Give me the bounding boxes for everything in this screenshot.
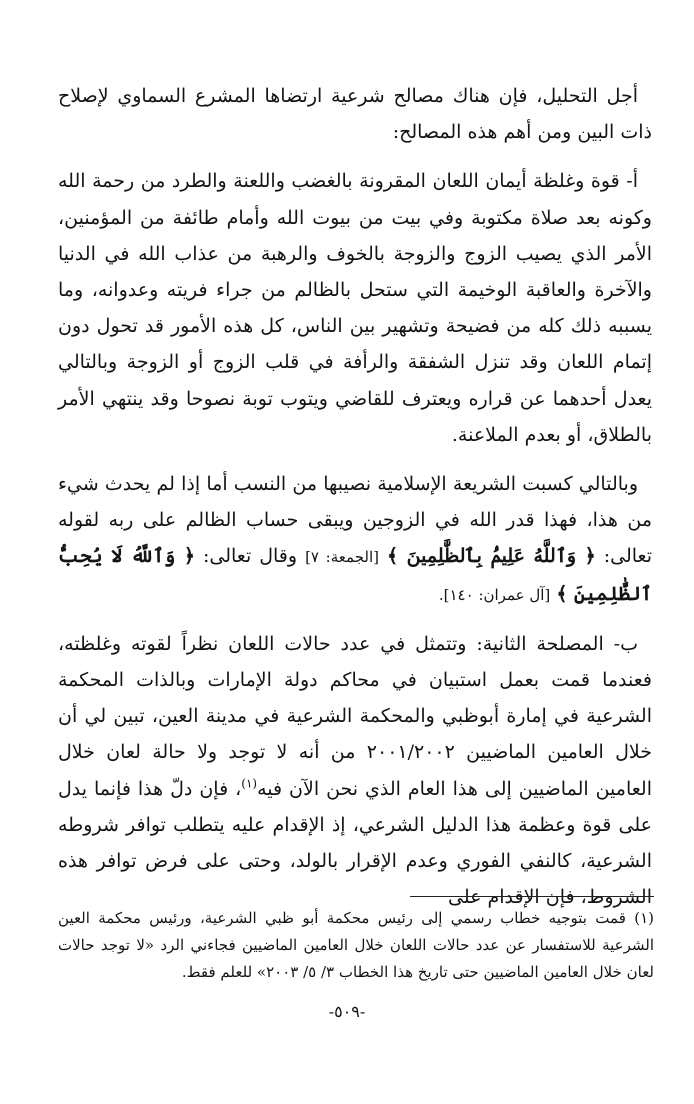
paragraph-interest-a: أ- قوة وغلظة أيمان اللعان المقرونة بالغضب واللعنة والطرد من رحمة الله وكونه بعد صلاة مكتوبة وفي بيت من بيوت الله وأمام طائفة من المؤمنين، الأمر الذي يصيب الزوج والزوجة بالخوف والرهبة من عذاب الله في الدنيا والآخرة والعاقبة الوخيمة التي ستحل بالظالم من جراء فريته وعدوانه، وما يسببه ذلك كله من فضيحة وتشهير بين الناس، كل هذه الأمور قد تحول دون إتمام اللعان وقد تنزل الشفقة والرأفة في قلب الزوج أو الزوجة وبالتالي يعدل أحدهما عن قراره ويعترف للقاضي ويتوب توبة نصوحا وقد ينتهي الأمر بالطلاق، أو بعدم الملاعنة. [58,170,652,446]
page-number: -٥٠٩- [328,1002,366,1021]
paragraph-quran-citations [58,466,652,613]
paragraph-intro: أجل التحليل، فإن هناك مصالح شرعية ارتضاها المشرع السماوي لإصلاح ذات البين ومن أهم هذه المصالح: [58,85,652,144]
footnote-marker: (١) [241,776,258,791]
paragraph-interest-b [58,626,652,916]
text-segment: ، فإن دلّ هذا فإنما يدل على قوة وعظمة هذا الدليل الشرعي، إذ الإقدام عليه يتطلب توافر شروطه الشرعية، كالنفي الفوري وعدم الإقرار بالولد، وحتى على فرض توافر هذه الشروط، فإن الإقدام على [58,777,652,909]
verse-citation: [الجمعة: ٧] [305,548,379,567]
footnote-separator [410,896,654,897]
text-segment: ب- المصلحة الثانية: وتتمثل في عدد حالات اللعان نظراً لقوته وغلظته، فعندما قمت بعمل استبيان في محاكم دولة الإمارات وبالذات المحكمة الشرعية في إمارة أبوظبي والمحكمة الشرعية في مدينة العين، تبين لي أن خلال العامين الماضيين ٢٠٠١/٢٠٠٢ من أنه لا توجد ولا حالة لعان خلال العامين الماضيين إلى هذا العام الذي نحن الآن فيه [58,632,652,800]
quran-verse: ﴿ وَٱللَّهُ لَا يُحِبُّ ٱلظَّٰلِمِينَ ﴾ [58,545,652,605]
main-text [58,78,652,915]
footnote: (١) قمت بتوجيه خطاب رسمي إلى رئيس محكمة أبو ظبي الشرعية، ورئيس محكمة العين الشرعية للاستفسار عن عدد حالات اللعان خلال العامين الماضيين فجاءني الرد «لا توجد حالات لعان خلال العامين الماضيين حتى تاريخ هذا الخطاب ٣/ ٥/ ٢٠٠٣» للعلم فقط. [58,909,654,981]
text-segment: وقال تعالى: [202,545,298,568]
text-segment: وبالتالي كسبت الشريعة الإسلامية نصيبها من النسب أما إذا لم يحدث شيء من هذا، فهذا قدر الله في الزوجين ويبقى حساب الظالم على ربه لقوله تعالى: [58,473,653,568]
quran-verse: ﴿ وَٱللَّهُ عَلِيمُۢ بِٱلظَّٰلِمِينَ ﴾ [386,545,596,568]
verse-citation: [آل عمران: ١٤٠]. [438,585,551,604]
